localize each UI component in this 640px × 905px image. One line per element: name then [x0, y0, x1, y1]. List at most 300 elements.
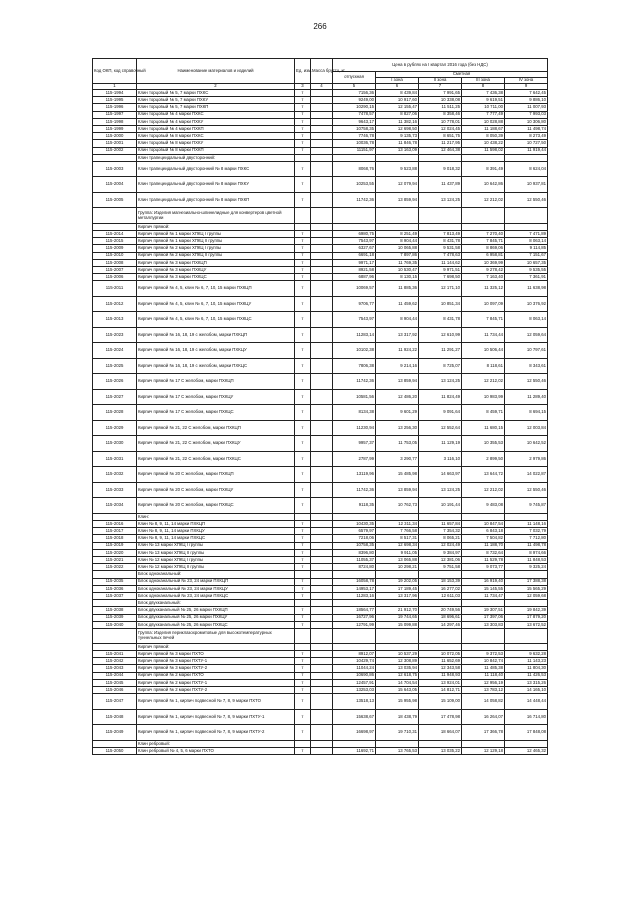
row-mass [311, 614, 333, 621]
row-price-release: 7478,57 [333, 111, 376, 118]
row-unit [295, 513, 311, 520]
row-price-zone-3: 11 734,47 [462, 592, 505, 599]
table-row [93, 694, 548, 710]
table-row [93, 535, 548, 542]
row-name: Блок двухканальный № 25, 26 марки ПХКЦС [137, 621, 295, 628]
row-price-zone-1: 13 317,92 [376, 327, 419, 343]
row-price-release: 9706,77 [333, 296, 376, 312]
row-name: Блок двухканальный: [137, 600, 295, 607]
row-price-zone-3: 7 504,82 [462, 535, 505, 542]
row-mass [311, 665, 333, 672]
row-mass [311, 161, 333, 177]
row-price-release: 10290,15 [333, 104, 376, 111]
row-price-zone-2: 12 171,10 [419, 281, 462, 297]
table-row [93, 521, 548, 528]
row-price-zone-1 [376, 208, 419, 224]
row-mass [311, 238, 333, 245]
row-price-release: 7543,97 [333, 238, 376, 245]
header-estimate: Сметная [376, 72, 548, 78]
row-price-zone-4: 10 937,81 [505, 177, 548, 193]
row-price-release: 2787,99 [333, 451, 376, 467]
row-name: Группа: Изделия периклазохромитовые для высокотемпературных туннельных печей [137, 628, 295, 643]
row-unit: т [295, 420, 311, 436]
table-row [93, 111, 548, 118]
row-price-zone-2: 7 813,49 [419, 231, 462, 238]
row-mass [311, 358, 333, 374]
row-price-release [333, 208, 376, 224]
row-price-zone-2: 12 343,58 [419, 665, 462, 672]
row-price-zone-4: 12 550,46 [505, 482, 548, 498]
row-price-zone-1 [376, 600, 419, 607]
row-name: Клин № 8, 9, 11, 14 марки ПХКЦУ [137, 528, 295, 535]
row-price-zone-3: 12 212,02 [462, 482, 505, 498]
row-name: Кирпич прямой № 2 марки ПХТУ-1 [137, 679, 295, 686]
row-price-zone-3: 12 956,19 [462, 679, 505, 686]
table-row [93, 740, 548, 747]
row-code: 115-2011 [93, 281, 137, 297]
row-code: 115-2031 [93, 451, 137, 467]
row-unit: т [295, 672, 311, 679]
row-price-zone-1: 11 885,36 [376, 281, 419, 297]
row-code [93, 223, 137, 230]
row-price-zone-4 [505, 600, 548, 607]
row-code: 115-1998 [93, 118, 137, 125]
row-price-zone-1 [376, 154, 419, 161]
row-price-zone-3: 12 212,02 [462, 374, 505, 390]
table-row [93, 161, 548, 177]
row-price-release [333, 154, 376, 161]
row-mass [311, 118, 333, 125]
column-index: 6 [376, 84, 419, 90]
row-price-release: 12791,99 [333, 621, 376, 628]
row-code: 115-2000 [93, 133, 137, 140]
row-name: Кирпич прямой: [137, 643, 295, 650]
row-price-zone-3: 7 845,71 [462, 238, 505, 245]
row-price-zone-2: 8 065,21 [419, 535, 462, 542]
row-code: 115-2002 [93, 147, 137, 154]
table-row [93, 679, 548, 686]
row-price-zone-2: 11 652,69 [419, 658, 462, 665]
row-price-zone-4: 9 535,55 [505, 267, 548, 274]
row-price-zone-2: 11 144,62 [419, 259, 462, 266]
row-price-zone-1: 10 065,88 [376, 245, 419, 252]
row-price-zone-3 [462, 600, 505, 607]
row-price-release: 7218,06 [333, 535, 376, 542]
row-price-release: 13119,96 [333, 467, 376, 483]
row-price-zone-2: 14 812,71 [419, 687, 462, 694]
row-mass [311, 154, 333, 161]
row-price-zone-3 [462, 740, 505, 747]
row-price-zone-3: 13 303,83 [462, 621, 505, 628]
table-row [93, 125, 548, 132]
row-price-zone-2: 17 478,98 [419, 709, 462, 725]
row-code: 115-2047 [93, 694, 137, 710]
row-code: 115-2042 [93, 658, 137, 665]
row-price-zone-4: 10 727,50 [505, 140, 548, 147]
row-code: 115-2015 [93, 238, 137, 245]
row-price-zone-1: 14 704,54 [376, 679, 419, 686]
row-price-zone-4: 7 712,80 [505, 535, 548, 542]
row-mass [311, 592, 333, 599]
row-price-zone-2: 14 663,97 [419, 467, 462, 483]
row-price-zone-4: 9 325,24 [505, 564, 548, 571]
row-unit: т [295, 177, 311, 193]
row-mass [311, 672, 333, 679]
row-code: 115-2025 [93, 358, 137, 374]
row-price-release: 7806,38 [333, 358, 376, 374]
price-table [92, 58, 548, 755]
row-name: Кирпич прямой № 2 марки ПХТО [137, 672, 295, 679]
row-price-zone-2: 3 116,10 [419, 451, 462, 467]
row-price-zone-1: 10 537,29 [376, 651, 419, 658]
row-price-zone-4: 8 063,14 [505, 238, 548, 245]
row-name: Клин трапецеидальный двусторонний № 8 марки ПХКУ [137, 177, 295, 193]
row-mass [311, 600, 333, 607]
row-price-zone-3: 10 369,99 [462, 259, 505, 266]
row-price-zone-4: 13 315,26 [505, 679, 548, 686]
row-price-zone-4: 9 632,28 [505, 651, 548, 658]
table-row [93, 154, 548, 161]
row-mass [311, 643, 333, 650]
row-unit: т [295, 281, 311, 297]
row-mass [311, 147, 333, 154]
table-row [93, 231, 548, 238]
row-price-zone-3: 11 188,67 [462, 125, 505, 132]
table-row [93, 621, 548, 628]
column-index: 2 [137, 84, 295, 90]
row-price-zone-3: 13 783,12 [462, 687, 505, 694]
row-unit: т [295, 192, 311, 208]
row-price-zone-3: 10 842,74 [462, 658, 505, 665]
row-price-release: 10758,35 [333, 542, 376, 549]
row-price-release: 11044,24 [333, 665, 376, 672]
row-mass [311, 557, 333, 564]
row-code: 115-2038 [93, 607, 137, 614]
row-name: Клин № 12 марки ХПКЦ II группы [137, 564, 295, 571]
row-price-zone-2: 9 091,64 [419, 405, 462, 421]
row-price-zone-1: 12 698,34 [376, 542, 419, 549]
row-price-zone-1: 7 897,86 [376, 252, 419, 259]
row-code: 115-2049 [93, 725, 137, 741]
row-code [93, 208, 137, 224]
row-price-release: 14953,17 [333, 585, 376, 592]
row-price-zone-4: 7 471,89 [505, 231, 548, 238]
table-row [93, 482, 548, 498]
row-price-zone-4: 11 848,53 [505, 557, 548, 564]
row-name: Кирпич прямой № 1, кирпич подвесной № 7, 8, 9 марки ПХТО [137, 694, 295, 710]
row-code: 115-2041 [93, 651, 137, 658]
row-price-release: 10069,57 [333, 281, 376, 297]
row-price-zone-4: 7 151,67 [505, 252, 548, 259]
row-price-zone-3: 6 843,18 [462, 528, 505, 535]
row-code: 115-2024 [93, 343, 137, 359]
table-row [93, 658, 548, 665]
row-code: 115-2001 [93, 140, 137, 147]
row-price-release: 6691,18 [333, 252, 376, 259]
row-price-zone-1: 15 485,98 [376, 467, 419, 483]
row-price-zone-4: 11 426,53 [505, 672, 548, 679]
row-price-zone-1 [376, 223, 419, 230]
header-name: Наименование материалов и изделий [137, 59, 295, 84]
row-mass [311, 679, 333, 686]
row-name: Кирпич прямой № 3 марки ПХТО [137, 651, 295, 658]
row-mass [311, 259, 333, 266]
row-price-zone-2 [419, 571, 462, 578]
row-price-zone-1: 12 155,47 [376, 104, 419, 111]
row-price-zone-1: 10 917,60 [376, 97, 419, 104]
row-code: 115-2050 [93, 747, 137, 754]
row-price-zone-4: 17 388,38 [505, 578, 548, 585]
row-price-zone-1: 9 911,05 [376, 549, 419, 556]
row-name: Клин торцовый № 4 марки ПХКУ [137, 118, 295, 125]
row-price-zone-1 [376, 740, 419, 747]
row-price-zone-3: 2 899,50 [462, 451, 505, 467]
row-price-zone-2: 7 478,63 [419, 252, 462, 259]
page-number: 266 [313, 22, 327, 31]
table-row [93, 97, 548, 104]
row-unit: т [295, 498, 311, 514]
row-code: 115-1995 [93, 97, 137, 104]
row-code: 115-2017 [93, 528, 137, 535]
row-price-zone-2: 10 851,34 [419, 296, 462, 312]
row-price-zone-3: 10 847,54 [462, 521, 505, 528]
row-price-zone-2 [419, 628, 462, 643]
row-price-release: 16698,97 [333, 725, 376, 741]
row-price-zone-2 [419, 513, 462, 520]
row-code: 115-2004 [93, 177, 137, 193]
row-unit: т [295, 358, 311, 374]
row-price-zone-3: 10 355,53 [462, 436, 505, 452]
row-unit: т [295, 679, 311, 686]
row-price-zone-1 [376, 643, 419, 650]
row-price-zone-1: 11 769,35 [376, 259, 419, 266]
column-index: 5 [333, 84, 376, 90]
row-code: 115-2036 [93, 585, 137, 592]
row-price-zone-4: 17 879,20 [505, 614, 548, 621]
table-row [93, 223, 548, 230]
row-price-release: 10253,55 [333, 177, 376, 193]
row-unit: т [295, 125, 311, 132]
row-price-zone-4: 10 306,80 [505, 118, 548, 125]
row-name: Клин трапецеидальный двусторонний № 8 марки ПХКС [137, 161, 295, 177]
row-name: Кирпич прямой № 2 марки ХПКЦ II группы [137, 252, 295, 259]
row-mass [311, 467, 333, 483]
row-price-zone-1: 11 382,16 [376, 118, 419, 125]
row-price-zone-4: 11 143,23 [505, 658, 548, 665]
row-price-zone-4: 14 022,87 [505, 467, 548, 483]
row-code: 115-2013 [93, 312, 137, 328]
row-name: Клин торцовый № 4 марки ПХКС [137, 111, 295, 118]
row-price-release: 11151,97 [333, 147, 376, 154]
row-code: 115-2019 [93, 542, 137, 549]
row-mass [311, 177, 333, 193]
row-price-zone-3: 9 483,08 [462, 498, 505, 514]
row-price-zone-1: 17 189,45 [376, 585, 419, 592]
row-price-release [333, 513, 376, 520]
row-code: 115-2005 [93, 192, 137, 208]
row-price-zone-3: 7 270,40 [462, 231, 505, 238]
table-row [93, 358, 548, 374]
row-price-zone-1: 8 130,15 [376, 274, 419, 281]
row-price-zone-3: 10 983,99 [462, 389, 505, 405]
row-unit [295, 600, 311, 607]
row-name: Клин ребровый: [137, 740, 295, 747]
row-name: Клин торцовый № 4 марки ПХКП [137, 125, 295, 132]
row-price-zone-1: 10 530,47 [376, 267, 419, 274]
row-unit: т [295, 747, 311, 754]
row-price-release: 8921,58 [333, 267, 376, 274]
row-price-zone-3: 7 163,40 [462, 274, 505, 281]
row-price-zone-2: 11 291,27 [419, 343, 462, 359]
row-price-zone-2: 7 991,65 [419, 90, 462, 97]
row-price-zone-1 [376, 513, 419, 520]
row-price-zone-2: 11 824,49 [419, 389, 462, 405]
header-unit: Ед. изм. [295, 59, 311, 84]
row-code: 115-2032 [93, 467, 137, 483]
row-price-zone-1: 3 290,77 [376, 451, 419, 467]
row-unit: т [295, 694, 311, 710]
row-price-zone-3: 10 506,44 [462, 343, 505, 359]
row-unit: т [295, 374, 311, 390]
row-code: 115-2016 [93, 521, 137, 528]
row-price-zone-3: 10 097,09 [462, 296, 505, 312]
row-code: 115-2006 [93, 274, 137, 281]
row-unit: т [295, 535, 311, 542]
row-code: 115-2009 [93, 245, 137, 252]
row-unit: т [295, 274, 311, 281]
table-row [93, 542, 548, 549]
row-price-zone-2: 10 072,05 [419, 651, 462, 658]
row-price-zone-1: 15 643,05 [376, 687, 419, 694]
row-price-zone-2 [419, 208, 462, 224]
row-mass [311, 709, 333, 725]
row-price-zone-2: 13 124,25 [419, 374, 462, 390]
column-index: 1 [93, 84, 137, 90]
row-code: 115-2029 [93, 420, 137, 436]
row-unit: т [295, 709, 311, 725]
column-index: 9 [505, 84, 548, 90]
row-price-zone-3: 9 619,51 [462, 97, 505, 104]
row-code: 115-2010 [93, 252, 137, 259]
row-unit: т [295, 118, 311, 125]
row-code: 115-2018 [93, 535, 137, 542]
row-price-release: 16727,96 [333, 614, 376, 621]
row-price-zone-2: 8 431,78 [419, 238, 462, 245]
row-unit: т [295, 467, 311, 483]
row-name: Кирпич прямой № 3 марки ПХТУ-2 [137, 665, 295, 672]
table-row [93, 312, 548, 328]
table-row [93, 192, 548, 208]
row-price-zone-4: 12 003,84 [505, 420, 548, 436]
table-row [93, 436, 548, 452]
row-price-release: 11742,36 [333, 192, 376, 208]
row-code: 115-1996 [93, 104, 137, 111]
row-price-release: 6980,75 [333, 231, 376, 238]
row-mass [311, 513, 333, 520]
row-name: Клин трапецеидальный двусторонний: [137, 154, 295, 161]
row-price-release: 11283,16 [333, 592, 376, 599]
row-price-zone-1: 13 035,94 [376, 665, 419, 672]
row-code: 115-2030 [93, 436, 137, 452]
table-row [93, 747, 548, 754]
row-price-zone-4: 11 148,16 [505, 521, 548, 528]
row-mass [311, 564, 333, 571]
row-price-zone-4: 9 745,87 [505, 498, 548, 514]
row-code: 115-2012 [93, 296, 137, 312]
row-name: Клин торцовый № 5, 7 марки ПХКС [137, 90, 295, 97]
row-price-zone-1: 13 163,09 [376, 147, 419, 154]
row-price-zone-3 [462, 208, 505, 224]
row-unit: т [295, 140, 311, 147]
row-price-release: 9957,37 [333, 436, 376, 452]
row-price-zone-4: 13 672,52 [505, 621, 548, 628]
row-price-release: 13518,13 [333, 694, 376, 710]
row-price-release: 15638,67 [333, 709, 376, 725]
row-price-zone-3: 8 732,64 [462, 549, 505, 556]
table-row [93, 564, 548, 571]
row-code [93, 513, 137, 520]
row-mass [311, 482, 333, 498]
row-price-zone-4: 7 642,45 [505, 90, 548, 97]
row-price-zone-1: 11 924,22 [376, 343, 419, 359]
row-code: 115-1999 [93, 125, 137, 132]
row-price-zone-2: 18 153,39 [419, 578, 462, 585]
row-price-zone-4: 11 498,78 [505, 542, 548, 549]
row-unit: т [295, 436, 311, 452]
row-mass [311, 725, 333, 741]
row-price-zone-4: 11 007,93 [505, 104, 548, 111]
row-unit: т [295, 658, 311, 665]
row-name: Кирпич прямой № 16, 18, 19 с желобом, марки ПХКЦП [137, 327, 295, 343]
row-price-release: 8724,80 [333, 564, 376, 571]
table-row [93, 420, 548, 436]
row-price-release: 11742,36 [333, 482, 376, 498]
table-row [93, 687, 548, 694]
row-price-zone-2: 18 664,07 [419, 725, 462, 741]
row-price-zone-4: 9 114,85 [505, 245, 548, 252]
row-price-zone-3: 11 188,70 [462, 542, 505, 549]
row-price-zone-2: 11 129,19 [419, 436, 462, 452]
row-price-zone-4 [505, 208, 548, 224]
table-row [93, 327, 548, 343]
row-price-zone-2: 16 277,02 [419, 585, 462, 592]
row-name: Кирпич прямой № 3 марки ПХТУ-1 [137, 658, 295, 665]
row-name: Клин торцовый № 8 марки ПХКУ [137, 140, 295, 147]
row-price-zone-3: 10 028,88 [462, 118, 505, 125]
header-code: Код ОКП, код справочный [93, 59, 137, 84]
row-price-zone-4: 7 993,03 [505, 111, 548, 118]
row-price-zone-3: 11 598,02 [462, 147, 505, 154]
row-price-zone-2: 8 358,46 [419, 111, 462, 118]
row-name: Кирпич прямой № 2 марки ПХТУ-2 [137, 687, 295, 694]
row-price-zone-3: 8 459,71 [462, 405, 505, 421]
row-unit: т [295, 451, 311, 467]
header-release: отпускная [333, 72, 376, 84]
row-mass [311, 687, 333, 694]
row-price-zone-2 [419, 223, 462, 230]
row-mass [311, 312, 333, 328]
row-price-zone-2: 12 610,99 [419, 327, 462, 343]
row-price-zone-4: 8 624,04 [505, 161, 548, 177]
row-code [93, 628, 137, 643]
row-price-zone-3: 17 397,06 [462, 614, 505, 621]
row-price-zone-4: 10 797,61 [505, 343, 548, 359]
row-price-zone-2 [419, 600, 462, 607]
row-price-release [333, 628, 376, 643]
row-unit: т [295, 252, 311, 259]
row-price-zone-1: 12 079,94 [376, 177, 419, 193]
row-mass [311, 296, 333, 312]
